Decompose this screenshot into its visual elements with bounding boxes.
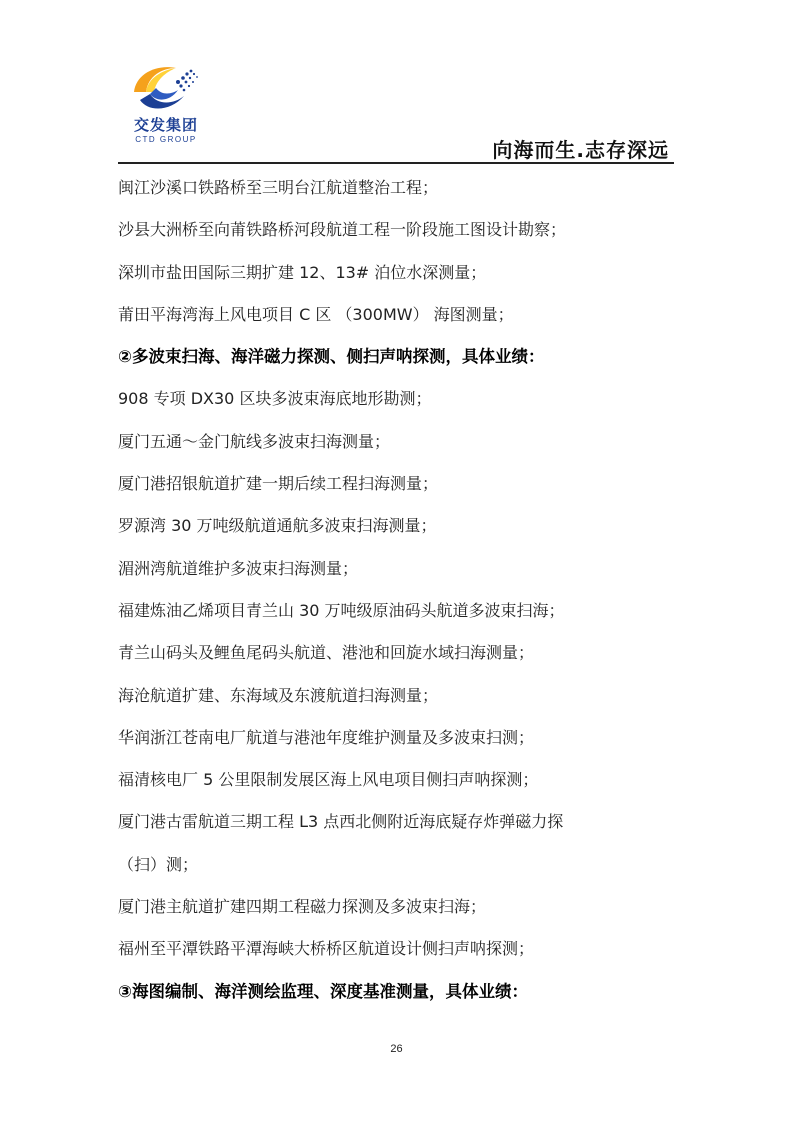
project-item: 闽江沙溪口铁路桥至三明台江航道整治工程； [118,178,439,197]
project-item: 华润浙江苍南电厂航道与港池年度维护测量及多波束扫测； [118,727,535,747]
project-item: 湄洲湾航道维护多波束扫海测量； [118,558,359,578]
project-item: 厦门港招银航道扩建一期后续工程扫海测量； [118,474,439,494]
project-item: 908 专项 DX30 区块多波束海底地形勘测； [118,389,432,409]
company-logo [126,62,206,152]
logo-swoosh-icon [126,62,206,114]
project-item: 青兰山码头及鲤鱼尾码头航道、港池和回旋水域扫海测量； [118,643,535,663]
document-body [118,174,678,1020]
logo-chinese-name: 交发集团 [133,116,198,134]
project-item: 厦门港古雷航道三期工程 L3 点西北侧附近海底疑存炸弹磁力探 [118,812,564,832]
project-item: 福建炼油乙烯项目青兰山 30 万吨级原油码头航道多波束扫海； [118,600,565,620]
project-item: 厦门港主航道扩建四期工程磁力探测及多波束扫海； [118,897,487,917]
project-item: 厦门五通～金门航线多波束扫海测量； [118,431,391,451]
project-item: （扫）测； [118,854,199,874]
section-heading: ③海图编制、海洋测绘监理、深度基准测量，具体业绩： [118,981,528,1001]
project-item: 福清核电厂 5 公里限制发展区海上风电项目侧扫声呐探测； [118,770,539,790]
project-item: 沙县大洲桥至向莆铁路桥河段航道工程一阶段施工图设计勘察； [118,220,567,240]
header-slogan: 向海而生.志存深远 [492,138,669,162]
section-heading: ②多波束扫海、海洋磁力探测、侧扫声呐探测，具体业绩： [118,347,545,367]
project-item: 罗源湾 30 万吨级航道通航多波束扫海测量； [118,516,437,536]
page-number: 26 [390,1043,403,1055]
logo-english-name: CTD GROUP [135,135,197,144]
page-header [0,0,793,168]
header-divider [118,162,674,164]
project-item: 福州至平潭铁路平潭海峡大桥桥区航道设计侧扫声呐探测； [118,939,535,959]
project-item: 莆田平海湾海上风电项目 C 区 （300MW） 海图测量； [118,304,514,324]
project-item: 深圳市盐田国际三期扩建 12、13# 泊位水深测量； [118,262,487,282]
project-item: 海沧航道扩建、东海域及东渡航道扫海测量； [118,685,439,705]
